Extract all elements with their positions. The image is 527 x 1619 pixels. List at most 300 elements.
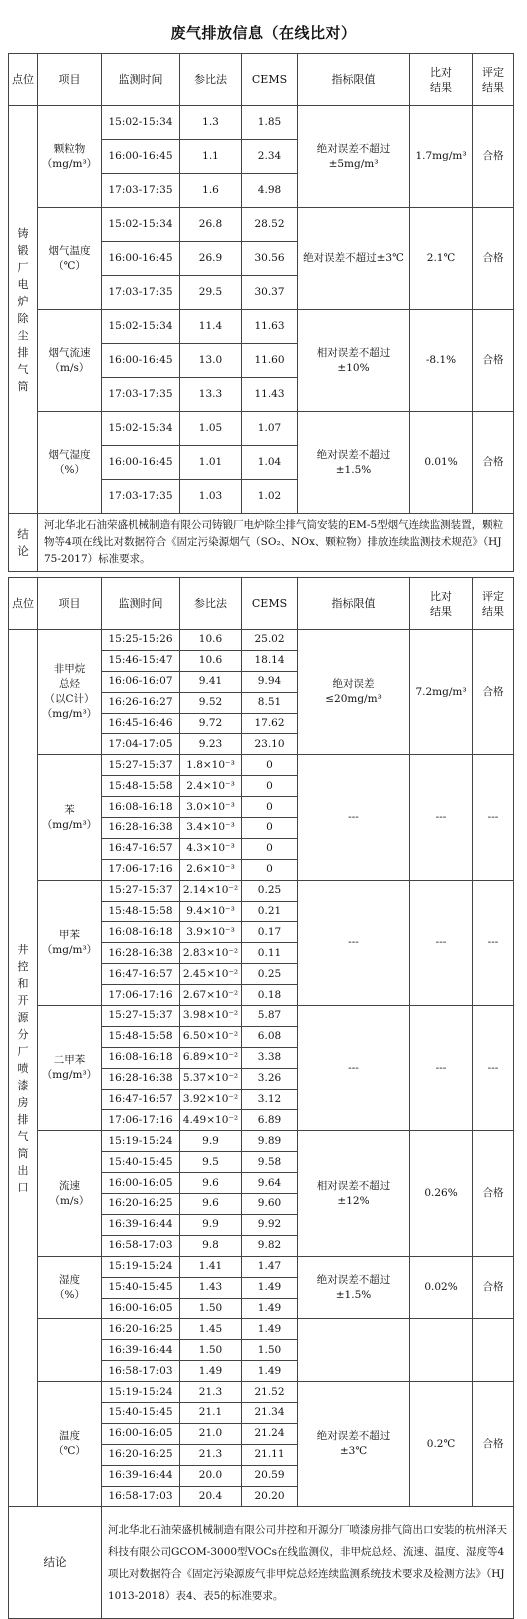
eval-cell-text: 合格 — [482, 685, 504, 698]
limit-cell-text: 绝对误差不超过±3℃ — [303, 252, 404, 264]
ref-cell — [180, 174, 242, 208]
ref-cell-text: 10.6 — [198, 633, 223, 646]
ref-cell — [180, 1194, 242, 1215]
ref-cell-text: 9.6 — [202, 1176, 219, 1189]
cems-cell-text: 1.02 — [257, 490, 282, 502]
item-cell-text: 甲苯 — [59, 928, 80, 941]
cems-cell — [242, 1110, 298, 1131]
cems-cell-text: 3.26 — [257, 1072, 282, 1085]
ref-cell — [180, 1486, 242, 1507]
time-cell-text: 16:00-16:05 — [108, 1427, 173, 1440]
cems-cell-text: 3.38 — [257, 1051, 282, 1064]
time-cell-text: 17:03-17:35 — [108, 388, 173, 400]
point-label — [9, 630, 38, 1507]
cems-cell — [242, 1047, 298, 1068]
limit-cell-text: --- — [348, 811, 359, 824]
time-cell — [102, 378, 180, 412]
eval-cell — [473, 755, 514, 880]
ref-cell-text: 1.43 — [198, 1281, 223, 1294]
cems-cell — [242, 1256, 298, 1277]
time-cell — [102, 1089, 180, 1110]
ref-cell-text: 1.03 — [198, 490, 223, 502]
limit-cell — [298, 1006, 410, 1131]
table-row — [9, 208, 514, 242]
cems-cell-text: 9.64 — [257, 1176, 282, 1189]
ref-cell-text: 21.3 — [198, 1448, 223, 1461]
eval-cell-text: 合格 — [482, 456, 504, 468]
result-cell-text: 0.02% — [424, 1281, 458, 1294]
time-cell-text: 15:27-15:37 — [108, 758, 173, 771]
result-cell-text: --- — [435, 811, 447, 824]
cems-cell-text: 21.34 — [254, 1406, 285, 1419]
item-cell-text: 非甲烷 — [53, 663, 86, 676]
cems-cell — [242, 106, 298, 140]
ref-cell-text: 3.98×10⁻² — [182, 1009, 239, 1022]
cems-cell-text: 1.49 — [257, 1281, 282, 1294]
time-cell — [102, 1277, 180, 1298]
point-label-text: 井 — [17, 942, 29, 956]
limit-cell — [298, 880, 410, 1005]
item-cell-text: （m/s） — [49, 1194, 90, 1207]
ref-cell-text: 1.6 — [202, 184, 219, 196]
limit-cell-text: ±1.5% — [335, 1288, 372, 1301]
cems-cell-text: 0.17 — [257, 925, 282, 938]
header-time-text: 监测时间 — [118, 73, 163, 86]
ref-cell — [180, 734, 242, 755]
ref-cell — [180, 480, 242, 514]
ref-cell — [180, 880, 242, 901]
item-cell-text: （mg/m³） — [41, 708, 98, 721]
time-cell-text: 16:47-16:57 — [108, 967, 173, 980]
table-row — [9, 106, 514, 140]
result-cell — [410, 1382, 473, 1507]
header-cems-text: CEMS — [251, 597, 288, 610]
ref-cell — [180, 446, 242, 480]
table-row — [9, 412, 514, 446]
time-cell — [102, 901, 180, 922]
item-cell-text: （℃） — [53, 259, 86, 272]
point-label-text: 尘 — [17, 328, 29, 342]
time-cell-text: 15:02-15:34 — [108, 218, 173, 230]
time-cell-text: 15:19-15:24 — [108, 1260, 173, 1273]
limit-cell-text: ±5mg/m³ — [328, 157, 379, 170]
time-cell-text: 15:02-15:34 — [108, 116, 173, 128]
time-cell-text: 16:08-16:18 — [108, 1051, 173, 1064]
eval-cell — [473, 412, 514, 514]
ref-cell-text: 9.72 — [198, 717, 223, 729]
header-limit-text: 指标限值 — [331, 597, 376, 610]
table-row — [9, 1131, 514, 1152]
ref-cell — [180, 964, 242, 985]
time-cell-text: 16:20-16:25 — [108, 1448, 173, 1461]
time-cell — [102, 1214, 180, 1235]
time-cell — [102, 671, 180, 692]
cems-cell — [242, 859, 298, 880]
ref-cell — [180, 797, 242, 818]
limit-cell-text: ≤20mg/m³ — [325, 693, 382, 706]
time-cell-text: 16:00-16:45 — [108, 456, 173, 468]
limit-cell — [298, 755, 410, 880]
header-point-text: 点位 — [12, 597, 34, 610]
cems-cell — [242, 310, 298, 344]
conclusion-text-text: 河北华北石油荣盛机械制造有限公司井控和开源分厂喷漆房排气筒出口安装的杭州泽天科技有限公司GCOM-3000型VOCs在线监测仪，非甲烷总烃、流速、温度、湿度等4项比对数据符合《固定污染源废气非甲烷总烃连续监测系统技术要求及检测方法》（HJ 1013-2018）表4、表5的标准要求。 — [108, 1523, 507, 1602]
ref-cell-text: 21.0 — [198, 1427, 223, 1440]
ref-cell-text: 26.8 — [198, 218, 223, 230]
ref-cell-text: 20.0 — [198, 1469, 223, 1482]
ref-cell-text: 13.0 — [198, 354, 223, 366]
header-result — [410, 54, 473, 106]
limit-cell-text: 绝对误差不超过 — [316, 448, 391, 461]
ref-cell-text: 2.67×10⁻² — [182, 988, 239, 1001]
item-cell — [38, 1131, 102, 1256]
header-item-text: 项目 — [58, 73, 81, 86]
ref-cell-text: 3.0×10⁻³ — [186, 800, 235, 813]
time-cell — [102, 1423, 180, 1444]
cems-cell — [242, 1298, 298, 1319]
limit-cell — [298, 1256, 410, 1319]
item-cell — [38, 412, 102, 514]
ref-cell — [180, 1319, 242, 1340]
cems-cell-text: 11.43 — [254, 388, 285, 400]
time-cell-text: 16:26-16:27 — [108, 696, 173, 709]
item-cell-text: （以C计） — [44, 693, 95, 706]
item-cell-text: 总烃 — [59, 678, 80, 691]
point-label-text: 排 — [17, 345, 29, 359]
cems-cell-text: 30.37 — [254, 286, 285, 298]
eval-cell — [473, 1006, 514, 1131]
time-cell-text: 16:28-16:38 — [108, 946, 173, 959]
cems-cell — [242, 1006, 298, 1027]
cems-cell — [242, 1465, 298, 1486]
result-cell — [410, 880, 473, 1005]
time-cell-text: 16:39-16:44 — [108, 1218, 173, 1231]
result-cell — [410, 1131, 473, 1256]
ref-cell — [180, 1152, 242, 1173]
time-cell — [102, 838, 180, 859]
ref-cell — [180, 1402, 242, 1423]
cems-cell-text: 11.60 — [254, 354, 285, 366]
time-cell-text: 16:00-16:45 — [108, 150, 173, 162]
cems-cell-text: 2.34 — [257, 150, 282, 162]
cems-cell-text: 6.89 — [257, 1113, 282, 1126]
eval-cell — [473, 1131, 514, 1256]
cems-cell — [242, 1423, 298, 1444]
ref-cell — [180, 1361, 242, 1382]
limit-cell-text: ±10% — [337, 361, 370, 374]
conclusion-row — [9, 514, 514, 572]
time-cell-text: 16:00-16:45 — [108, 354, 173, 366]
header-result-text: 比对 — [430, 589, 452, 603]
cems-cell — [242, 174, 298, 208]
time-cell-text: 15:46-15:47 — [108, 654, 173, 667]
limit-cell — [298, 630, 410, 755]
cems-cell — [242, 1361, 298, 1382]
item-cell — [38, 106, 102, 208]
result-cell-text: 2.1℃ — [426, 252, 456, 264]
time-cell — [102, 922, 180, 943]
eval-cell-text: 合格 — [482, 1437, 504, 1450]
cems-cell — [242, 1319, 298, 1340]
item-cell-text: 烟气温度 — [48, 244, 91, 257]
cems-cell — [242, 776, 298, 797]
eval-cell-text: --- — [487, 811, 499, 824]
item-cell — [38, 630, 102, 755]
ref-cell — [180, 1465, 242, 1486]
item-cell-text: 流速 — [59, 1179, 80, 1192]
cems-cell-text: 5.87 — [257, 1009, 282, 1022]
table-row — [9, 1319, 514, 1340]
cems-cell — [242, 880, 298, 901]
ref-cell-text: 2.83×10⁻² — [182, 946, 239, 959]
cems-cell-text: 0 — [266, 821, 273, 834]
item-cell — [38, 310, 102, 412]
ref-cell — [180, 776, 242, 797]
time-cell-text: 17:06-17:16 — [108, 988, 173, 1001]
ref-cell-text: 26.9 — [198, 252, 223, 264]
ref-cell-text: 21.1 — [198, 1406, 223, 1419]
header-eval — [473, 578, 514, 630]
time-cell — [102, 1256, 180, 1277]
eval-cell-text: 合格 — [482, 150, 504, 162]
limit-cell-text: --- — [348, 936, 359, 949]
cems-cell — [242, 1402, 298, 1423]
point-label — [9, 106, 38, 514]
ref-cell — [180, 1423, 242, 1444]
ref-cell — [180, 818, 242, 839]
point-label-text: 和 — [17, 976, 29, 990]
point-label-text: 开 — [17, 993, 29, 1007]
cems-cell-text: 0 — [266, 758, 273, 771]
limit-cell-text: 绝对误差不超过 — [316, 142, 391, 155]
limit-cell — [298, 208, 410, 310]
cems-cell — [242, 755, 298, 776]
item-cell-text: （℃） — [53, 1445, 86, 1458]
time-cell — [102, 734, 180, 755]
time-cell-text: 16:06-16:07 — [108, 675, 173, 688]
cems-cell-text: 25.02 — [254, 633, 285, 646]
item-cell — [38, 1006, 102, 1131]
limit-cell-text: 绝对误差 — [332, 678, 375, 691]
ref-cell — [180, 1173, 242, 1194]
result-cell-text: 0.26% — [424, 1187, 458, 1200]
ref-cell-text: 1.05 — [198, 422, 223, 434]
ref-cell-text: 1.50 — [198, 1301, 223, 1314]
time-cell-text: 16:58-17:03 — [108, 1364, 173, 1377]
cems-cell-text: 0.18 — [257, 988, 282, 1001]
cems-cell-text: 0.25 — [257, 967, 282, 980]
cems-cell — [242, 943, 298, 964]
time-cell — [102, 1444, 180, 1465]
limit-cell-text: --- — [348, 1061, 359, 1074]
ref-cell-text: 3.92×10⁻² — [182, 1093, 239, 1106]
ref-cell-text: 4.49×10⁻² — [182, 1113, 239, 1126]
cems-cell-text: 0.25 — [257, 884, 282, 897]
cems-cell-text: 28.52 — [254, 218, 285, 230]
cems-cell-text: 11.63 — [254, 320, 285, 332]
cems-cell — [242, 901, 298, 922]
ref-cell-text: 1.45 — [198, 1322, 223, 1335]
cems-cell-text: 0 — [266, 863, 273, 876]
point-label-text: 出 — [17, 1163, 29, 1177]
header-limit — [298, 578, 410, 630]
point-label-text: 除 — [17, 311, 29, 325]
cems-cell-text: 18.14 — [254, 654, 285, 667]
result-cell-text: 0.01% — [424, 456, 458, 468]
time-cell — [102, 446, 180, 480]
time-cell — [102, 1361, 180, 1382]
header-row — [9, 578, 514, 630]
time-cell — [102, 1110, 180, 1131]
cems-cell-text: 1.50 — [257, 1343, 282, 1356]
cems-cell — [242, 692, 298, 713]
ref-cell — [180, 985, 242, 1006]
header-item-text: 项目 — [58, 597, 81, 610]
limit-cell — [298, 310, 410, 412]
result-cell — [410, 412, 473, 514]
ref-cell — [180, 1382, 242, 1403]
time-cell-text: 15:48-15:58 — [108, 1030, 173, 1043]
time-cell — [102, 1047, 180, 1068]
ref-cell-text: 1.1 — [202, 150, 219, 162]
item-cell-text: （mg/m³） — [41, 943, 98, 956]
cems-cell — [242, 446, 298, 480]
result-cell — [410, 1006, 473, 1131]
time-cell — [102, 776, 180, 797]
time-cell — [102, 943, 180, 964]
cems-cell-text: 9.82 — [257, 1239, 282, 1252]
limit-cell — [298, 1382, 410, 1507]
ref-cell-text: 2.14×10⁻² — [182, 884, 239, 897]
point-label-text: 喷 — [17, 1061, 29, 1075]
header-ref-text: 参比法 — [194, 73, 227, 86]
table-cylinder-1 — [8, 53, 514, 572]
ref-cell-text: 21.3 — [198, 1385, 223, 1398]
time-cell-text: 16:47-16:57 — [108, 842, 173, 855]
result-cell — [410, 208, 473, 310]
result-cell — [410, 1319, 473, 1382]
conclusion-text-text: 河北华北石油荣盛机械制造有限公司铸锻厂电炉除尘排气筒安装的EM-5型烟气连续监测装置，颗粒物等4项在线比对数据符合《固定污染源烟气（SO₂、NOx、颗粒物）排放连续监测技术规范》（HJ 75-2017）标准要求。 — [44, 519, 504, 565]
item-cell-text: 烟气湿度 — [48, 448, 91, 461]
cems-cell-text: 9.92 — [257, 1218, 282, 1231]
eval-cell-text: 合格 — [482, 1281, 504, 1294]
cems-cell — [242, 1214, 298, 1235]
cems-cell — [242, 964, 298, 985]
time-cell — [102, 1152, 180, 1173]
ref-cell-text: 2.45×10⁻² — [182, 967, 239, 980]
point-label-text: 筒 — [17, 1146, 29, 1160]
cems-cell-text: 4.98 — [257, 184, 282, 196]
ref-cell — [180, 276, 242, 310]
ref-cell — [180, 412, 242, 446]
time-cell — [102, 1131, 180, 1152]
cems-cell — [242, 671, 298, 692]
time-cell — [102, 1465, 180, 1486]
header-cems — [242, 578, 298, 630]
header-eval-text: 结果 — [482, 80, 504, 94]
eval-cell-text: 合格 — [482, 1187, 504, 1200]
ref-cell — [180, 901, 242, 922]
ref-cell-text: 9.9 — [202, 1134, 219, 1147]
cems-cell-text: 1.04 — [257, 456, 282, 468]
cems-cell — [242, 1277, 298, 1298]
time-cell-text: 15:02-15:34 — [108, 320, 173, 332]
point-label-text: 气 — [17, 1129, 29, 1143]
eval-cell — [473, 208, 514, 310]
item-cell — [38, 1319, 102, 1382]
ref-cell-text: 6.89×10⁻² — [182, 1051, 239, 1064]
ref-cell-text: 2.6×10⁻³ — [186, 863, 235, 876]
ref-cell-text: 13.3 — [198, 388, 223, 400]
header-item — [38, 54, 102, 106]
header-eval — [473, 54, 514, 106]
time-cell — [102, 1194, 180, 1215]
ref-cell — [180, 106, 242, 140]
cems-cell-text: 0 — [266, 779, 273, 792]
cems-cell-text: 21.24 — [254, 1427, 285, 1440]
cems-cell — [242, 1152, 298, 1173]
limit-cell-text: ±1.5% — [335, 463, 372, 476]
time-cell — [102, 630, 180, 651]
ref-cell-text: 29.5 — [198, 286, 223, 298]
eval-cell-text: 合格 — [482, 354, 504, 366]
point-label-text: 房 — [17, 1095, 29, 1109]
cems-cell — [242, 1089, 298, 1110]
cems-cell — [242, 140, 298, 174]
conclusion-label-text: 结 — [17, 526, 29, 541]
cems-cell-text: 1.47 — [257, 1260, 282, 1273]
time-cell-text: 16:28-16:38 — [108, 821, 173, 834]
cems-cell — [242, 1486, 298, 1507]
result-cell — [410, 630, 473, 755]
header-time — [102, 578, 180, 630]
cems-cell-text: 0 — [266, 842, 273, 855]
point-label-text: 口 — [17, 1180, 29, 1194]
cems-cell-text: 1.85 — [257, 116, 282, 128]
cems-cell-text: 1.49 — [257, 1322, 282, 1335]
ref-cell — [180, 859, 242, 880]
time-cell — [102, 964, 180, 985]
time-cell — [102, 1298, 180, 1319]
cems-cell-text: 0 — [266, 800, 273, 813]
result-cell-text: -8.1% — [425, 354, 457, 366]
point-label-text: 电 — [17, 277, 29, 291]
item-cell-text: 二甲苯 — [53, 1054, 86, 1067]
time-cell — [102, 880, 180, 901]
point-label-text: 筒 — [17, 379, 29, 393]
ref-cell — [180, 1006, 242, 1027]
item-cell-text: （%） — [54, 463, 85, 476]
time-cell-text: 16:58-17:03 — [108, 1239, 173, 1252]
time-cell — [102, 140, 180, 174]
ref-cell-text: 1.01 — [198, 456, 223, 468]
point-label-text: 控 — [17, 959, 29, 973]
result-cell-text: 1.7mg/m³ — [415, 150, 467, 162]
cems-cell-text: 3.12 — [257, 1093, 282, 1106]
header-row — [9, 54, 514, 106]
ref-cell — [180, 378, 242, 412]
point-label-text: 铸 — [17, 226, 29, 240]
time-cell-text: 15:19-15:24 — [108, 1134, 173, 1147]
cems-cell — [242, 630, 298, 651]
ref-cell — [180, 943, 242, 964]
table-row — [9, 1256, 514, 1277]
header-point — [9, 578, 38, 630]
item-cell-text: （%） — [54, 1288, 85, 1301]
ref-cell — [180, 1235, 242, 1256]
time-cell-text: 17:03-17:35 — [108, 490, 173, 502]
limit-cell — [298, 106, 410, 208]
limit-cell — [298, 1131, 410, 1256]
